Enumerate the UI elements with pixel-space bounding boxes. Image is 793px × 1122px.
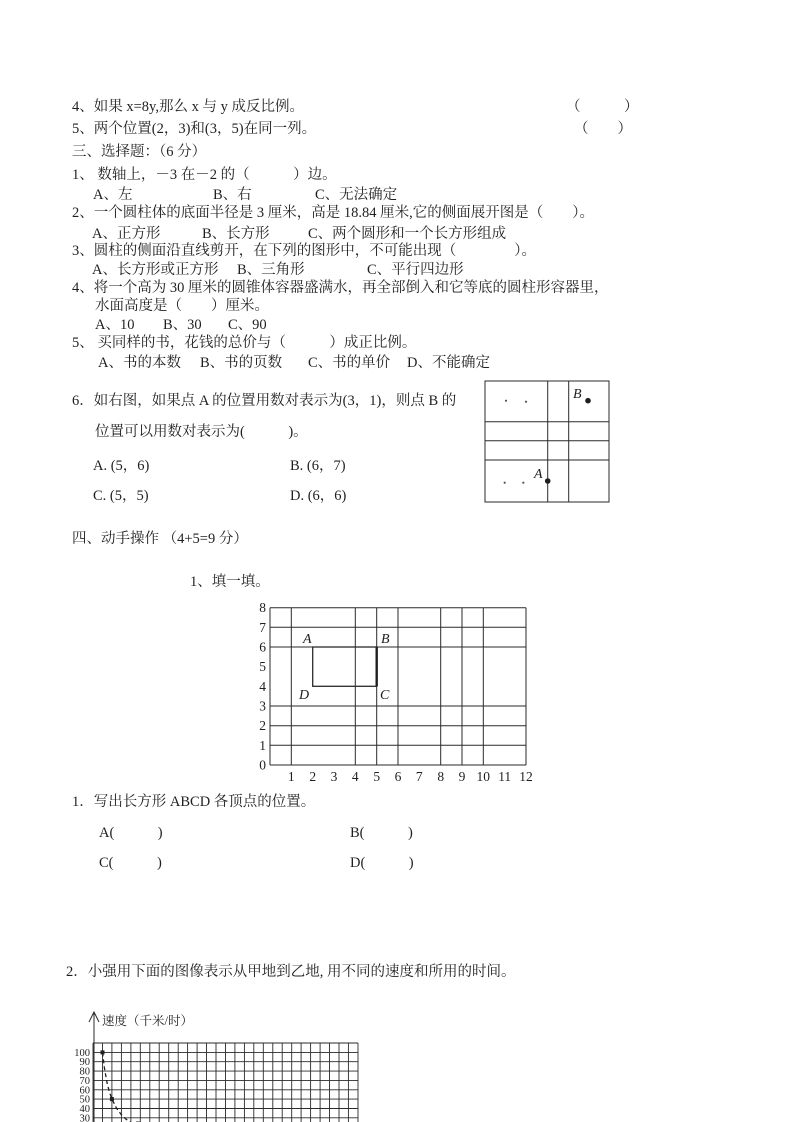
- speed-curve-markers: [101, 1050, 141, 1122]
- svg-text:60: 60: [79, 1085, 90, 1097]
- svg-text:11: 11: [498, 769, 512, 784]
- chart-grid-v-lines: [93, 1043, 358, 1122]
- answer-blank-d: D( ): [350, 855, 414, 871]
- q2-option-b: B、长方形: [202, 226, 270, 242]
- svg-text:100: 100: [74, 1047, 90, 1059]
- q4-stem-line2: 水面高度是（ ）厘米。: [95, 298, 269, 314]
- svg-text:6: 6: [259, 639, 266, 655]
- svg-text:1: 1: [287, 769, 295, 784]
- fill-in-subtitle: 1、填一填。: [190, 574, 270, 590]
- q2-option-a: A、正方形: [92, 226, 161, 242]
- tf-question-4-blank: （ ）: [566, 99, 639, 115]
- q6-grid-figure: [480, 374, 620, 508]
- q6-stem: 6．如右图，如果点 A 的位置用数对表示为(3，1)，则点 B 的: [72, 393, 457, 409]
- q6-option-a: A. (5，6): [93, 458, 150, 474]
- svg-text:5: 5: [373, 769, 381, 784]
- q3-option-c: C、平行四边形: [367, 262, 464, 278]
- svg-text:7: 7: [415, 769, 423, 784]
- svg-text:7: 7: [259, 619, 266, 635]
- corner-a-label: A: [303, 632, 312, 647]
- q5-option-c: C、书的单价: [308, 355, 391, 371]
- answer-blank-b: B( ): [350, 825, 413, 841]
- tf-question-4: 4、如果 x=8y,那么 x 与 y 成反比例。: [72, 99, 304, 115]
- svg-text:3: 3: [330, 769, 338, 784]
- task2-text: 2．小强用下面的图像表示从甲地到乙地, 用不同的速度和所用的时间。: [66, 964, 516, 980]
- q1-option-b: B、右: [213, 187, 252, 203]
- svg-text:5: 5: [259, 659, 266, 675]
- svg-text:4: 4: [351, 769, 359, 784]
- svg-text:80: 80: [79, 1066, 90, 1078]
- svg-text:2: 2: [259, 718, 266, 734]
- svg-text:1: 1: [259, 737, 266, 753]
- q5-option-b: B、书的页数: [200, 355, 283, 371]
- q6-point-b-label: B: [573, 387, 582, 402]
- svg-text:4: 4: [259, 678, 266, 694]
- q6-grid-lines: [485, 381, 609, 502]
- section3-title: 三、选择题：（6 分）: [72, 144, 207, 160]
- section4-title: 四、动手操作 （4+5=9 分）: [72, 531, 248, 547]
- task1-text: 1．写出长方形 ABCD 各顶点的位置。: [72, 794, 316, 810]
- svg-text:40: 40: [79, 1104, 90, 1115]
- chart-y-axis-title: 速度（千米/时）: [102, 1014, 193, 1028]
- q6-option-b: B. (6，7): [290, 458, 346, 474]
- rectangle-abcd: [313, 647, 377, 686]
- q4-option-c: C、90: [228, 317, 267, 333]
- answer-blank-c: C( ): [99, 855, 162, 871]
- q2-option-c: C、两个圆形和一个长方形组成: [308, 226, 507, 242]
- q6-point-a-label: A: [534, 467, 543, 482]
- svg-text:3: 3: [259, 698, 266, 714]
- svg-text:70: 70: [79, 1075, 90, 1087]
- q4-option-b: B、30: [163, 317, 202, 333]
- chart-axis: [89, 1012, 99, 1122]
- tf-question-5-blank: （ ）: [574, 121, 632, 137]
- svg-text:12: 12: [519, 769, 533, 784]
- svg-text:50: 50: [79, 1094, 90, 1106]
- answer-blank-a: A( ): [99, 825, 163, 841]
- svg-text:8: 8: [437, 769, 445, 784]
- svg-text:10: 10: [476, 769, 491, 784]
- q5-option-d: D、不能确定: [407, 355, 490, 371]
- q3-option-a: A、长方形或正方形: [92, 262, 219, 278]
- q3-option-b: B、三角形: [237, 262, 305, 278]
- q1-option-c: C、无法确定: [315, 187, 398, 203]
- svg-text:9: 9: [458, 769, 466, 784]
- tf-question-5: 5、两个位置(2，3)和(3，5)在同一列。: [72, 121, 317, 137]
- q2-stem: 2、一个圆柱体的底面半径是 3 厘米，高是 18.84 厘米,它的侧面展开图是（ ）。: [72, 205, 594, 221]
- grid-y-axis-labels: [259, 600, 266, 772]
- q5-option-a: A、书的本数: [98, 355, 181, 371]
- corner-b-label: B: [381, 632, 390, 647]
- speed-time-chart: [64, 1005, 376, 1122]
- chart-y-tick-labels: [74, 1048, 90, 1122]
- q1-stem: 1、 数轴上，－3 在－2 的（ ）边。: [72, 167, 337, 183]
- grid-x-axis-labels: [288, 769, 533, 784]
- q6-stem-line2: 位置可以用数对表示为( )。: [95, 424, 308, 440]
- q4-stem: 4、将一个高为 30 厘米的圆锥体容器盛满水，再全部倒入和它等底的圆柱形容器里，: [72, 280, 609, 296]
- q6-option-d: D. (6，6): [290, 488, 347, 504]
- svg-text:8: 8: [259, 600, 266, 616]
- svg-text:0: 0: [259, 757, 266, 773]
- svg-text:2: 2: [309, 769, 317, 784]
- corner-d-label: D: [299, 688, 310, 703]
- q6-option-c: C. (5，5): [93, 488, 149, 504]
- q3-stem: 3、圆柱的侧面沿直线剪开，在下列的图形中，不可能出现（ ）。: [72, 243, 536, 259]
- q5-stem: 5、 买同样的书，花钱的总价与（ ）成正比例。: [72, 335, 417, 351]
- svg-text:90: 90: [79, 1057, 90, 1069]
- svg-text:6: 6: [394, 769, 402, 784]
- svg-text:30: 30: [79, 1113, 90, 1122]
- q1-option-a: A、左: [93, 187, 133, 203]
- q4-option-a: A、10: [95, 317, 135, 333]
- corner-c-label: C: [380, 688, 390, 703]
- coordinate-grid-figure: [240, 592, 540, 792]
